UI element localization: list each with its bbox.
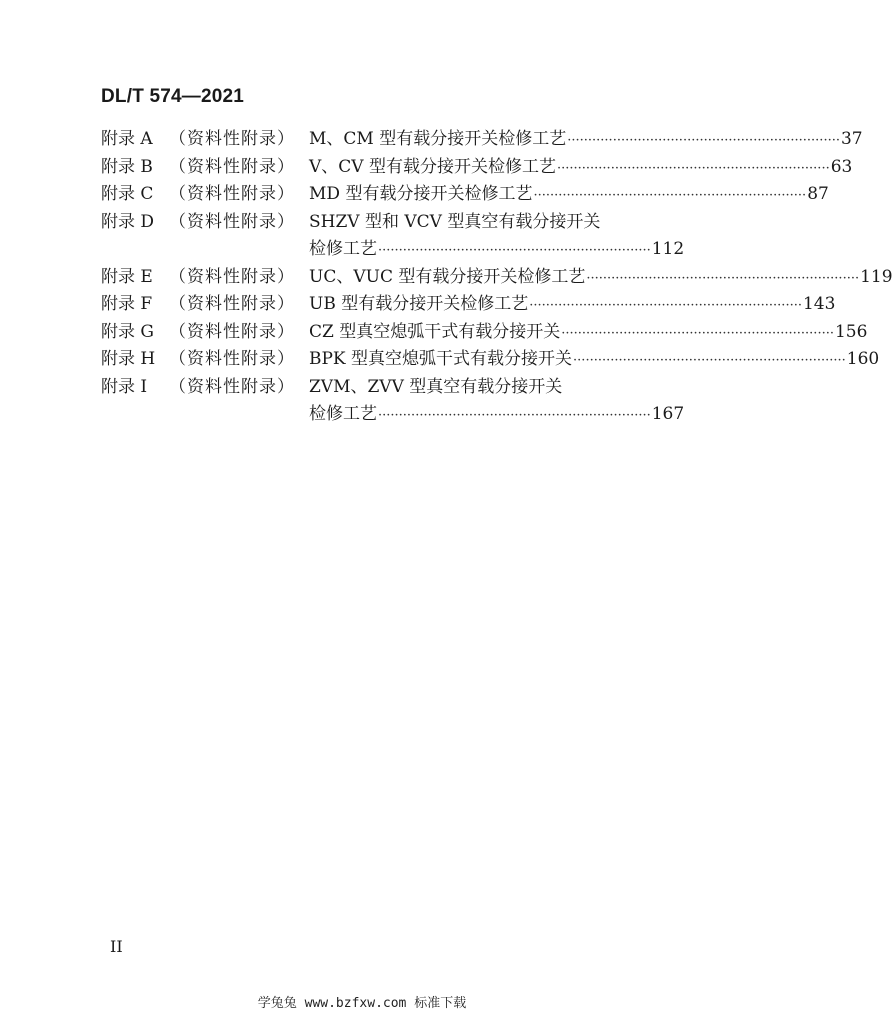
toc-entry-title-continued: 检修工艺 <box>309 404 377 424</box>
toc-entry-b[interactable] <box>101 154 853 182</box>
toc-entry-page: 87 <box>807 184 829 204</box>
toc-entry-label: 附录 B <box>101 156 153 177</box>
toc-entry-f[interactable] <box>101 291 836 319</box>
toc-entry-title: V、CV 型有载分接开关检修工艺 <box>309 156 556 177</box>
toc-entry-type: （资料性附录） <box>169 211 295 232</box>
toc-entry-title: UB 型有载分接开关检修工艺 <box>309 294 529 314</box>
document-code: DL/T 574—2021 <box>101 86 245 107</box>
toc-leader-dots: ·································································· <box>533 188 807 203</box>
toc-entry-label: 附录 A <box>101 129 153 149</box>
toc-entry-d[interactable] <box>101 209 644 237</box>
toc-entry-title: UC、VUC 型有载分接开关检修工艺 <box>309 266 586 287</box>
toc-entry-title: MD 型有载分接开关检修工艺 <box>309 184 533 204</box>
toc-leader-dots: ·································································· <box>586 270 860 286</box>
toc-entry-type: （资料性附录） <box>169 156 295 177</box>
table-of-contents <box>101 126 893 429</box>
page-number: II <box>110 937 123 956</box>
toc-leader-dots: ·································································· <box>573 353 846 368</box>
toc-entry-i[interactable] <box>101 374 644 402</box>
toc-entry-page: 63 <box>830 156 853 177</box>
toc-leader-dots: ·································································· <box>529 298 802 313</box>
toc-entry-label: 附录 C <box>101 184 154 204</box>
toc-entry-type: （资料性附录） <box>169 321 295 342</box>
toc-entry-h[interactable] <box>101 346 880 374</box>
toc-entry-page: 167 <box>651 404 685 424</box>
toc-entry-g[interactable] <box>101 319 868 347</box>
toc-entry-page: 143 <box>802 294 836 314</box>
toc-entry-i-continuation[interactable] <box>101 401 685 429</box>
toc-entry-title: ZVM、ZVV 型真空有载分接开关 <box>309 376 563 397</box>
toc-entry-type: （资料性附录） <box>169 376 295 397</box>
toc-entry-page: 37 <box>840 129 863 149</box>
toc-leader-dots: ·································································· <box>378 243 651 258</box>
toc-entry-type: （资料性附录） <box>169 349 295 369</box>
toc-entry-page: 156 <box>834 321 868 342</box>
toc-entry-title-continued: 检修工艺 <box>309 239 377 259</box>
toc-entry-title: M、CM 型有载分接开关检修工艺 <box>309 129 567 149</box>
toc-entry-label: 附录 F <box>101 294 153 314</box>
toc-leader-dots: ·································································· <box>567 133 840 148</box>
toc-entry-d-continuation[interactable] <box>101 236 685 264</box>
toc-entry-e[interactable] <box>101 264 893 292</box>
toc-entry-a[interactable] <box>101 126 863 154</box>
toc-entry-title: SHZV 型和 VCV 型真空有载分接开关 <box>309 211 601 232</box>
toc-entry-page: 160 <box>846 349 880 369</box>
toc-entry-type: （资料性附录） <box>169 129 295 149</box>
toc-entry-label: 附录 H <box>101 349 156 369</box>
toc-entry-title: CZ 型真空熄弧干式有载分接开关 <box>309 321 561 342</box>
toc-entry-type: （资料性附录） <box>169 184 295 204</box>
toc-entry-page: 119 <box>860 266 893 287</box>
toc-leader-dots: ·································································· <box>561 325 834 341</box>
toc-leader-dots: ·································································· <box>378 408 651 423</box>
toc-entry-type: （资料性附录） <box>169 294 295 314</box>
toc-entry-label: 附录 I <box>101 376 148 397</box>
toc-entry-label: 附录 G <box>101 321 154 342</box>
toc-entry-c[interactable] <box>101 181 829 209</box>
toc-entry-label: 附录 E <box>101 266 153 287</box>
toc-leader-dots: ·································································· <box>556 160 830 176</box>
toc-entry-page: 112 <box>651 239 685 259</box>
toc-entry-type: （资料性附录） <box>169 266 295 287</box>
toc-entry-title: BPK 型真空熄弧干式有载分接开关 <box>309 349 573 369</box>
watermark[interactable]: 学兔兔 www.bzfxw.com 标准下载 <box>257 996 467 1011</box>
toc-entry-label: 附录 D <box>101 211 155 232</box>
